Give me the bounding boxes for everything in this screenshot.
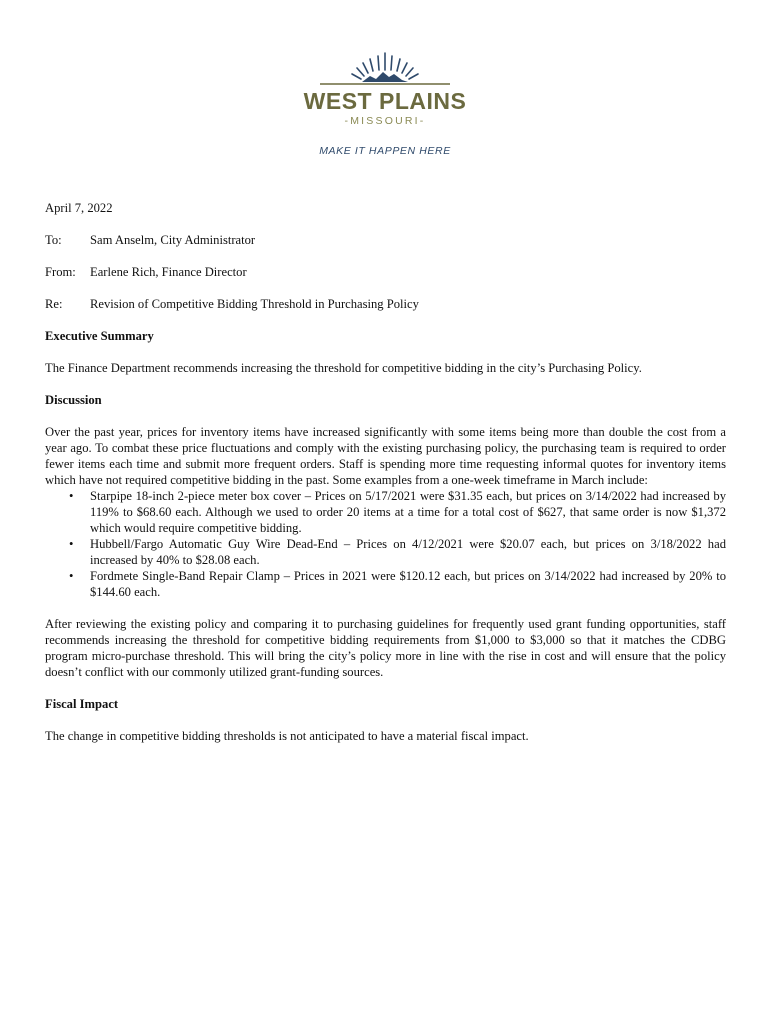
logo-subtitle: -MISSOURI- [344,115,426,127]
list-item-text: Hubbell/Fargo Automatic Guy Wire Dead-End – Prices on 4/12/2021 were $20.07 each, but prices on 3/18/2022 had increased by 40% to $28.08 each. [90,537,726,567]
memo-re-label: Re: [45,297,63,311]
city-logo [290,48,480,160]
list-item-text: Fordmete Single-Band Repair Clamp – Prices in 2021 were $120.12 each, but prices on 3/14/2022 had increased by 20% to $144.60 each. [90,569,726,599]
memo-body [45,200,726,760]
memo-from-label: From: [45,265,76,279]
logo-tagline: MAKE IT HAPPEN HERE [319,145,451,157]
sunrise-emblem-icon [290,48,480,90]
list-item [45,568,726,600]
list-item [45,536,726,568]
memo-from-row [45,264,726,280]
fiscal-impact-text: The change in competitive bidding thresholds is not anticipated to have a material fiscal impact. [45,729,529,743]
bullet-icon: • [69,569,74,583]
bullet-icon: • [69,537,74,551]
list-item-text: Starpipe 18-inch 2-piece meter box cover – Prices on 5/17/2021 were $31.35 each, but prices on 3/14/2022 had increased by 119% to $68.60 each. Although we used to order 20 items at a time for a total cost of $627, that same order is now $1,372 which would require competitive bidding. [90,489,726,535]
fiscal-impact-heading: Fiscal Impact [45,697,119,711]
list-item [45,488,726,536]
discussion-text: Over the past year, prices for inventory items have increased significantly with some items being more than double the cost from a year ago. To combat these price fluctuations and comply with the existing purchasing policy, the purchasing team is required to order fewer items each time and submit more frequent orders. Staff is spending more time requesting informal quotes for inventory items which have not required competitive bidding in the past. Some examples from a one-week timeframe in March include: [45,425,726,487]
recommendation-text: After reviewing the existing policy and comparing it to purchasing guidelines for frequently used grant funding opportunities, staff recommends increasing the threshold for competitive bidding requirements from $1,000 to $3,000 so that it matches the CDBG program micro-purchase threshold. This will bring the city’s policy more in line with the rise in cost and will ensure that the policy doesn’t conflict with our commonly utilized grant-funding sources. [45,617,726,679]
memo-to-value: Sam Anselm, City Administrator [90,233,256,247]
executive-summary-heading: Executive Summary [45,329,154,343]
memo-re-row [45,296,726,312]
memo-to-row [45,232,726,248]
bullet-icon: • [69,489,74,503]
price-examples-list [45,488,726,600]
memo-to-label: To: [45,233,62,247]
logo-title: WEST PLAINS [303,88,467,114]
memo-date: April 7, 2022 [45,201,113,215]
discussion-heading: Discussion [45,393,102,407]
executive-summary-text: The Finance Department recommends increasing the threshold for competitive bidding in the city’s Purchasing Policy. [45,361,642,375]
memo-from-value: Earlene Rich, Finance Director [90,265,247,279]
memo-re-value: Revision of Competitive Bidding Threshold in Purchasing Policy [90,297,419,311]
